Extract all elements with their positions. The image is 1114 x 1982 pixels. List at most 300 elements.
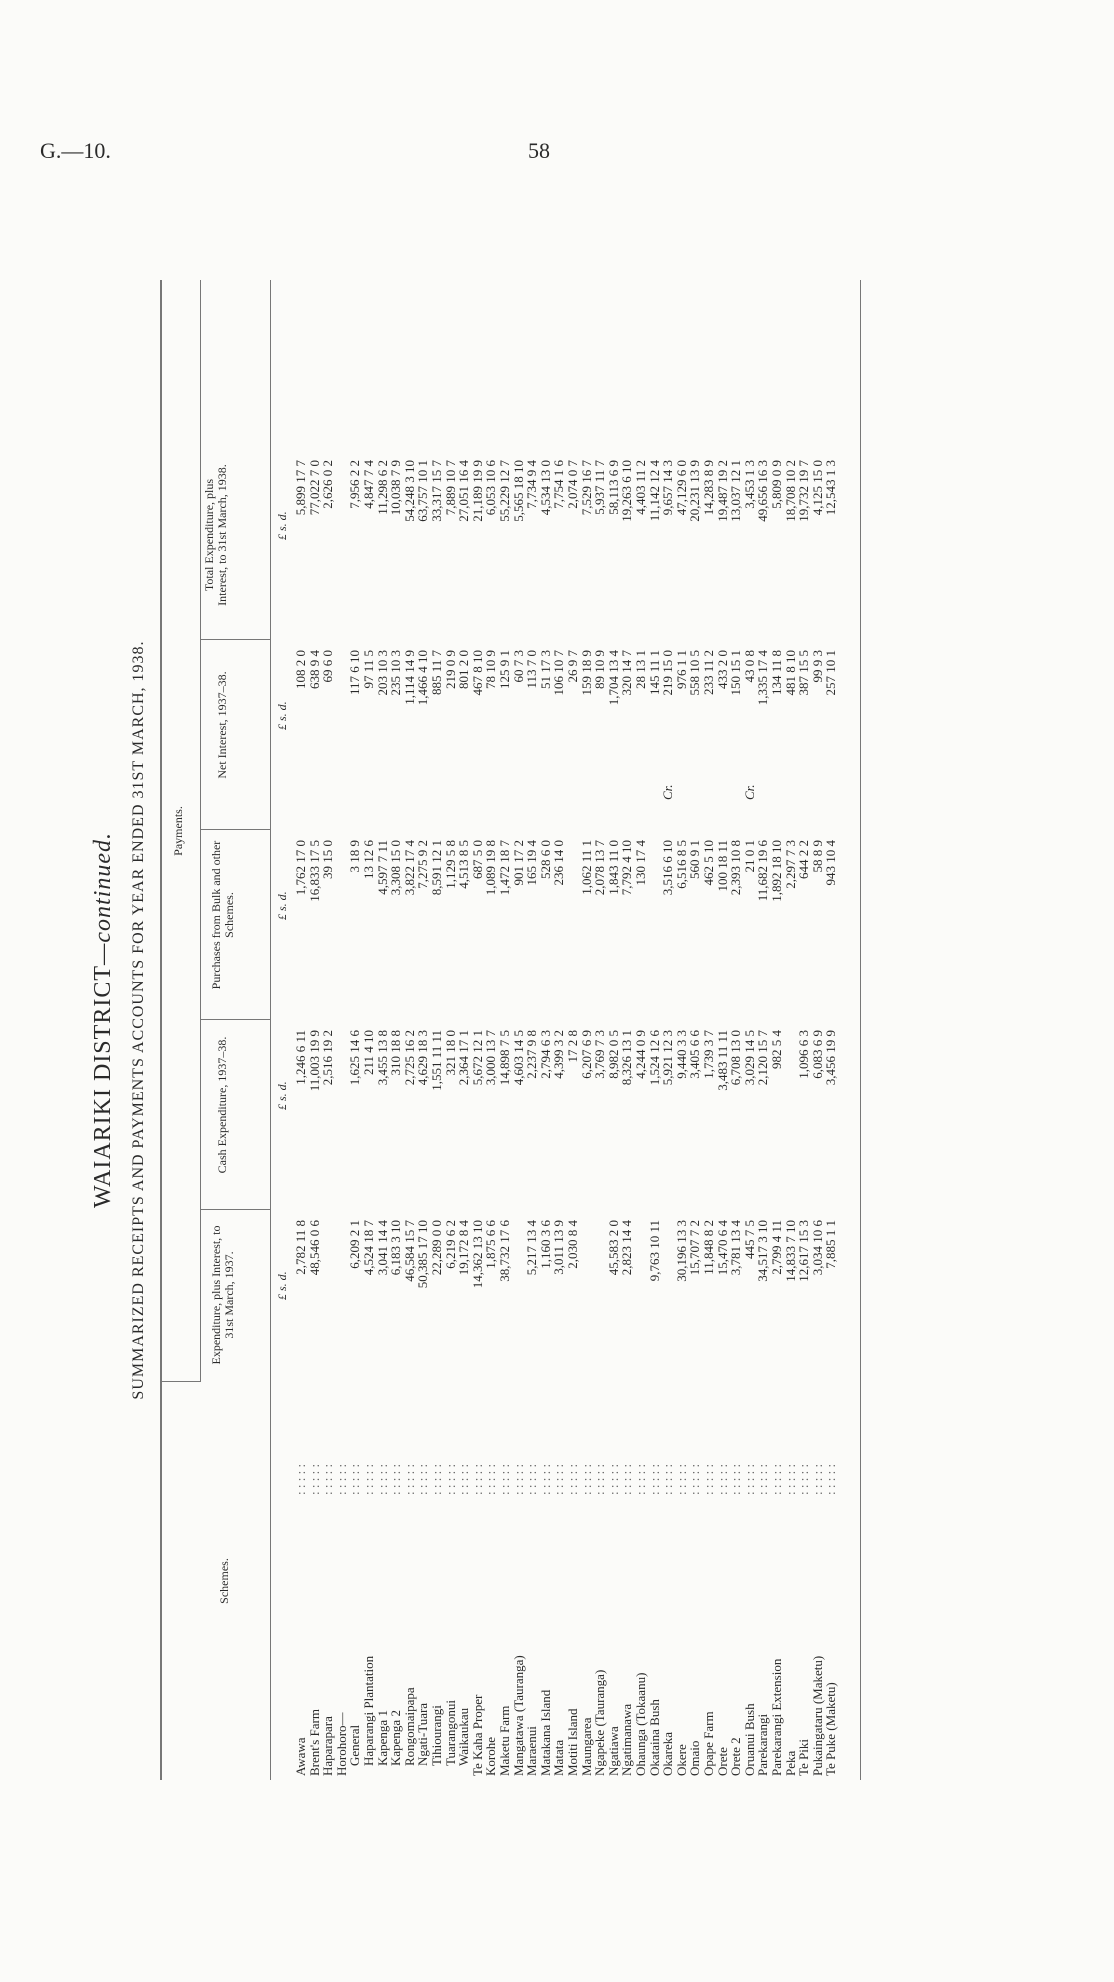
amount-cell: 17 2 8 <box>565 1030 580 1063</box>
amount-cell: 38,732 17 6 <box>497 1220 512 1282</box>
table-row <box>471 280 485 1780</box>
scheme-name: Okataina Bush <box>646 1699 662 1776</box>
scheme-name: Te Piki <box>796 1738 812 1776</box>
amount-cell: 233 11 2 <box>701 650 716 696</box>
document-reference: G.—10. <box>40 138 111 163</box>
unit-label-4: £ s. d. <box>275 701 289 730</box>
scheme-name: Oruanui Bush <box>741 1703 757 1776</box>
amount-cell: 4,534 13 0 <box>537 460 553 516</box>
leader-dots: : : : : : <box>537 1463 553 1495</box>
scheme-name: Kapenga 2 <box>388 1710 404 1766</box>
amount-cell: 7,885 1 1 <box>823 1220 839 1269</box>
amount-cell: 28 13 1 <box>633 650 648 689</box>
amount-cell: 60 7 3 <box>510 650 526 683</box>
amount-cell: 4,403 11 2 <box>633 460 648 515</box>
amount-cell: 3,769 7 3 <box>592 1030 608 1079</box>
amount-cell: 885 11 7 <box>429 650 444 696</box>
amount-cell: 6,219 6 2 <box>442 1220 458 1269</box>
amount-cell: 43 0 8 <box>741 650 757 683</box>
amount-cell: 27,051 16 4 <box>456 460 472 522</box>
leader-dots: : : : : : <box>469 1463 485 1495</box>
leader-dots: : : : : : <box>687 1463 703 1495</box>
table-row <box>675 280 689 1780</box>
leader-dots: : : : : : <box>809 1463 825 1495</box>
scheme-name: Tuarangonui <box>442 1700 458 1766</box>
amount-cell: 14,898 7 5 <box>497 1030 512 1086</box>
amount-cell: 33,317 15 7 <box>429 460 444 522</box>
amount-cell: 30,196 13 3 <box>673 1220 689 1282</box>
amount-cell: 7,956 2 2 <box>347 460 363 509</box>
amount-cell: 46,584 15 7 <box>401 1220 417 1282</box>
table-top-rule <box>160 280 162 1780</box>
leader-dots: : : : : : <box>633 1463 648 1495</box>
amount-cell: 15,707 7 2 <box>687 1220 703 1276</box>
amount-cell: 100 18 11 <box>714 840 730 892</box>
amount-cell: 3,041 14 4 <box>374 1220 390 1276</box>
amount-cell: 6,053 10 6 <box>483 460 499 516</box>
amount-cell: 89 10 9 <box>592 650 608 689</box>
amount-cell: 58 8 9 <box>809 840 825 873</box>
scheme-name: Rongomaipapa <box>401 1687 417 1766</box>
amount-cell: 2,074 0 7 <box>565 460 580 509</box>
scheme-name: Awawa <box>293 1737 308 1776</box>
title-text: WAIARIKI DISTRICT <box>90 965 116 1208</box>
col-divider-1 <box>200 1209 270 1210</box>
amount-cell: 6,708 13 0 <box>728 1030 744 1086</box>
amount-cell: 1,704 13 4 <box>605 650 621 706</box>
amount-cell: 5,899 17 7 <box>293 460 308 516</box>
amount-cell: 77,022 7 0 <box>306 460 322 516</box>
leader-dots: : : : : : <box>782 1463 798 1495</box>
scheme-name: Ngati-Tuara <box>415 1702 431 1766</box>
table-row <box>498 280 512 1780</box>
amount-cell: 481 8 10 <box>782 650 798 696</box>
amount-cell: 150 15 1 <box>728 650 744 696</box>
amount-cell: 51 17 3 <box>537 650 553 689</box>
table-row <box>348 280 362 1780</box>
table-row <box>444 280 458 1780</box>
amount-cell: 11,142 12 4 <box>646 460 662 522</box>
amount-cell: 8,326 13 1 <box>619 1030 635 1086</box>
amount-cell: 15,470 6 4 <box>714 1220 730 1276</box>
amount-cell: 3 18 9 <box>347 840 363 873</box>
scheme-name: Matata <box>551 1739 567 1776</box>
scheme-name: Kapenga 1 <box>374 1710 390 1766</box>
payments-rule <box>200 280 201 1382</box>
leader-dots: : : : : : <box>673 1463 689 1495</box>
amount-cell: 976 1 1 <box>673 650 689 689</box>
scheme-name: General <box>347 1724 363 1766</box>
amount-cell: 19,263 6 10 <box>619 460 635 522</box>
amount-cell: 1,096 6 3 <box>796 1030 812 1079</box>
amount-cell: 1,335 17 4 <box>755 650 771 706</box>
amount-cell: 11,848 8 2 <box>701 1220 716 1275</box>
amount-cell: 467 8 10 <box>469 650 485 696</box>
amount-cell: 560 9 1 <box>687 840 703 879</box>
scheme-name: Motiti Island <box>565 1708 580 1776</box>
amount-cell: 117 6 10 <box>347 650 363 696</box>
amount-cell: 97 11 5 <box>361 650 376 689</box>
amount-cell: 3,516 6 10 <box>660 840 676 896</box>
amount-cell: 7,529 16 7 <box>578 460 594 516</box>
scheme-name: Okareka <box>660 1731 676 1776</box>
scheme-name: Horohoro— <box>333 1712 349 1776</box>
leader-dots: : : : : : <box>442 1463 458 1495</box>
amount-cell: 1,466 4 10 <box>415 650 431 706</box>
table-row <box>389 280 403 1780</box>
page-title <box>90 260 117 1780</box>
table-row <box>743 280 757 1780</box>
amount-cell: 63,757 10 1 <box>415 460 431 522</box>
leader-dots: : : : : : <box>361 1463 376 1495</box>
title-continued: —continued. <box>90 832 116 965</box>
amount-cell: 14,362 13 10 <box>469 1220 485 1289</box>
scheme-name: Opape Farm <box>701 1711 716 1776</box>
leader-dots: : : : : : <box>510 1463 526 1495</box>
leader-dots: : : : : : <box>755 1463 771 1495</box>
amount-cell: 55,229 12 7 <box>497 460 512 522</box>
amount-cell: 2,782 11 8 <box>293 1220 308 1275</box>
amount-cell: 236 14 0 <box>551 840 567 886</box>
table-row <box>702 280 716 1780</box>
amount-cell: 21,189 19 9 <box>469 460 485 522</box>
amount-cell: 14,283 8 9 <box>701 460 716 516</box>
amount-cell: 108 2 0 <box>293 650 308 689</box>
leader-dots: : : : : : <box>388 1463 404 1495</box>
leader-dots: : : : : : <box>714 1463 730 1495</box>
amount-cell: 19,172 8 4 <box>456 1220 472 1276</box>
col-header-expenditure-1937: Expenditure, plus Interest, to 31st March, 1937. <box>209 1225 236 1365</box>
leader-dots: : : : : : <box>741 1463 757 1495</box>
amount-cell: 6,083 6 9 <box>809 1030 825 1079</box>
table-row <box>294 280 308 1780</box>
leader-dots: : : : : : <box>605 1463 621 1495</box>
amount-cell: 1,160 3 6 <box>537 1220 553 1269</box>
table-row <box>770 280 784 1780</box>
amount-cell: 69 6 0 <box>320 650 336 683</box>
amount-cell: 50,385 17 10 <box>415 1220 431 1289</box>
amount-cell: 78 10 9 <box>483 650 499 689</box>
header-bottom-rule <box>270 280 271 1780</box>
amount-cell: 2,626 0 2 <box>320 460 336 509</box>
leader-dots: : : : : : <box>796 1463 812 1495</box>
scheme-name: Parekarangi <box>755 1713 771 1776</box>
amount-cell: 6,516 8 5 <box>673 840 689 889</box>
amount-cell: 4,244 0 9 <box>633 1030 648 1079</box>
leader-dots: : : : : : <box>293 1463 308 1495</box>
table-row <box>620 280 634 1780</box>
amount-cell: 58,113 6 9 <box>605 460 621 515</box>
amount-cell: 257 10 1 <box>823 650 839 696</box>
leader-dots: : : : : : <box>306 1463 322 1495</box>
amount-cell: 4,629 18 3 <box>415 1030 431 1086</box>
table-row <box>634 280 648 1780</box>
amount-cell: 9,440 3 3 <box>673 1030 689 1079</box>
amount-cell: 159 18 9 <box>578 650 594 696</box>
leader-dots: : : : : : <box>483 1463 499 1495</box>
scheme-name: Maketu Farm <box>497 1705 512 1776</box>
amount-cell: 2,030 8 4 <box>565 1220 580 1269</box>
amount-cell: 1,089 19 8 <box>483 840 499 896</box>
amount-cell: 9,763 10 11 <box>646 1220 662 1282</box>
amount-cell: 462 5 10 <box>701 840 716 886</box>
leader-dots: : : : : : <box>646 1463 662 1495</box>
amount-cell: 219 15 0 <box>660 650 676 696</box>
col-header-net-interest: Net Interest, 1937–38. <box>215 671 229 779</box>
amount-cell: 7,734 9 4 <box>524 460 540 509</box>
unit-label-1: £ s. d. <box>275 1271 289 1300</box>
amount-cell: 2,799 4 11 <box>769 1220 784 1275</box>
leader-dots: : : : : : <box>347 1463 363 1495</box>
amount-cell: 3,029 14 5 <box>741 1030 757 1086</box>
scheme-name: Brent's Farm <box>306 1709 322 1776</box>
amount-cell: 1,843 11 0 <box>605 840 621 895</box>
leader-dots: : : : : : <box>578 1463 594 1495</box>
amount-cell: 19,487 19 2 <box>714 460 730 522</box>
col-divider-3 <box>200 829 270 830</box>
amount-cell: 12,543 1 3 <box>823 460 839 516</box>
leader-dots: : : : : : <box>619 1463 635 1495</box>
amount-cell: 3,000 13 7 <box>483 1030 499 1086</box>
table-row <box>661 280 675 1780</box>
table-row <box>716 280 730 1780</box>
scheme-name: Peka <box>782 1750 798 1776</box>
amount-cell: 113 7 0 <box>524 650 540 689</box>
leader-dots: : : : : : <box>415 1463 431 1495</box>
scheme-name: Parekarangi Extension <box>769 1658 784 1776</box>
amount-cell: 1,114 14 9 <box>401 650 417 705</box>
table-bottom-rule <box>860 280 861 1780</box>
amount-cell: 125 9 1 <box>497 650 512 689</box>
amount-cell: 321 18 0 <box>442 1030 458 1076</box>
leader-dots: : : : : : <box>823 1463 839 1495</box>
table-row <box>688 280 702 1780</box>
amount-cell: 1,062 11 1 <box>578 840 594 895</box>
amount-cell: 687 5 0 <box>469 840 485 879</box>
amount-cell: 18,708 10 2 <box>782 460 798 522</box>
amount-cell: 2,297 7 3 <box>782 840 798 889</box>
leader-dots: : : : : : <box>429 1463 444 1495</box>
amount-cell: 644 2 2 <box>796 840 812 879</box>
leader-dots: : : : : : <box>524 1463 540 1495</box>
col-divider-2 <box>200 1019 270 1020</box>
amount-cell: 26 9 7 <box>565 650 580 683</box>
amount-cell: 433 2 0 <box>714 650 730 689</box>
amount-cell: 165 19 4 <box>524 840 540 886</box>
col-header-cash-expenditure: Cash Expenditure, 1937–38. <box>215 1036 229 1174</box>
amount-cell: 310 18 8 <box>388 1030 404 1076</box>
leader-dots: : : : : : <box>497 1463 512 1495</box>
table-row <box>756 280 770 1780</box>
amount-cell: 7,889 10 7 <box>442 460 458 516</box>
amount-cell: 2,823 14 4 <box>619 1220 635 1276</box>
amount-cell: 134 11 8 <box>769 650 784 696</box>
amount-cell: 3,011 13 9 <box>551 1220 567 1275</box>
amount-cell: 145 11 1 <box>646 650 662 696</box>
scheme-name: Te Kaha Proper <box>469 1694 485 1776</box>
amount-cell: 130 17 4 <box>633 840 648 886</box>
amount-cell: 22,289 0 0 <box>429 1220 444 1276</box>
amount-cell: 4,847 7 4 <box>361 460 376 509</box>
amount-cell: 5,937 11 7 <box>592 460 608 515</box>
table-row <box>607 280 621 1780</box>
amount-cell: 47,129 6 0 <box>673 460 689 516</box>
table-row <box>416 280 430 1780</box>
table-row <box>797 280 811 1780</box>
scheme-name: Maungarea <box>578 1717 594 1776</box>
scheme-name: Okere <box>673 1744 689 1776</box>
scheme-name: Ngapeke (Tauranga) <box>592 1669 608 1776</box>
rotated-table-block <box>20 260 1020 1780</box>
amount-cell: 2,364 17 1 <box>456 1030 472 1086</box>
leader-dots: : : : : : <box>565 1463 580 1495</box>
table-row <box>580 280 594 1780</box>
amount-cell: 5,565 18 10 <box>510 460 526 522</box>
amount-cell: 3,034 10 6 <box>809 1220 825 1276</box>
table-row <box>824 280 838 1780</box>
amount-cell: 106 10 7 <box>551 650 567 696</box>
amount-cell: 1,551 11 11 <box>429 1030 444 1091</box>
leader-dots: : : : : : <box>374 1463 390 1495</box>
unit-label-3: £ s. d. <box>275 891 289 920</box>
amount-cell: 2,393 10 8 <box>728 840 744 896</box>
amount-cell: 4,125 15 0 <box>809 460 825 516</box>
scheme-name: Te Puke (Maketu) <box>823 1682 839 1776</box>
leader-dots: : : : : : <box>333 1463 349 1495</box>
amount-cell: 8,982 0 5 <box>605 1030 621 1079</box>
table-row <box>335 280 349 1780</box>
amount-cell: 1,472 18 7 <box>497 840 512 896</box>
leader-dots: : : : : : <box>728 1463 744 1495</box>
table-row <box>512 280 526 1780</box>
amount-cell: 9,657 14 3 <box>660 460 676 516</box>
table-row <box>784 280 798 1780</box>
amount-cell: 5,809 0 9 <box>769 460 784 509</box>
amount-cell: 558 10 5 <box>687 650 703 696</box>
amount-cell: 1,875 6 6 <box>483 1220 499 1269</box>
page-number: 58 <box>528 138 550 163</box>
amount-cell: 982 5 4 <box>769 1030 784 1069</box>
amount-cell: 11,298 6 2 <box>374 460 390 515</box>
table-row <box>539 280 553 1780</box>
amount-cell: 3,453 1 3 <box>741 460 757 509</box>
amount-cell: 4,597 7 11 <box>374 840 390 895</box>
amount-cell: 2,120 15 7 <box>755 1030 771 1086</box>
col-header-purchases: Purchases from Bulk and other Schemes. <box>209 840 236 990</box>
amount-cell: 7,275 9 2 <box>415 840 431 889</box>
amount-cell: 39 15 0 <box>320 840 336 879</box>
table-row <box>525 280 539 1780</box>
scheme-name: Ohaunga (Tokaanu) <box>633 1672 648 1776</box>
amount-cell: 2,237 9 8 <box>524 1030 540 1079</box>
amount-cell: 3,483 11 11 <box>714 1030 730 1091</box>
amount-cell: 4,603 14 5 <box>510 1030 526 1086</box>
table-row <box>362 280 376 1780</box>
credit-marker: Cr. <box>660 784 676 800</box>
scheme-name: Orete 2 <box>728 1737 744 1776</box>
amount-cell: 387 15 5 <box>796 650 812 696</box>
amount-cell: 6,209 2 1 <box>347 1220 363 1269</box>
table-row <box>457 280 471 1780</box>
scheme-name: Pukaingataru (Maketu) <box>809 1655 825 1776</box>
amount-cell: 14,833 7 10 <box>782 1220 798 1282</box>
table-row <box>376 280 390 1780</box>
amount-cell: 5,217 13 4 <box>524 1220 540 1276</box>
scheme-name: Ngatiawa <box>605 1726 621 1776</box>
amount-cell: 901 17 2 <box>510 840 526 886</box>
amount-cell: 2,794 6 3 <box>537 1030 553 1079</box>
amount-cell: 1,246 6 11 <box>293 1030 308 1085</box>
amount-cell: 219 0 9 <box>442 650 458 689</box>
scheme-name: Haparangi Plantation <box>361 1655 376 1766</box>
amount-cell: 203 10 3 <box>374 650 390 696</box>
unit-label-5: £ s. d. <box>275 511 289 540</box>
amount-cell: 638 9 4 <box>306 650 322 689</box>
amount-cell: 49,656 16 3 <box>755 460 771 522</box>
table-row <box>593 280 607 1780</box>
amount-cell: 7,792 4 10 <box>619 840 635 896</box>
amount-cell: 13,037 12 1 <box>728 460 744 522</box>
amount-cell: 3,822 17 4 <box>401 840 417 896</box>
amount-cell: 8,591 12 1 <box>429 840 444 896</box>
table-row <box>403 280 417 1780</box>
amount-cell: 20,231 13 9 <box>687 460 703 522</box>
amount-cell: 45,583 2 0 <box>605 1220 621 1276</box>
amount-cell: 943 10 4 <box>823 840 839 886</box>
amount-cell: 1,129 5 8 <box>442 840 458 889</box>
payments-header: Payments. <box>171 806 185 856</box>
scheme-name: Maraenui <box>524 1726 540 1776</box>
leader-dots: : : : : : <box>456 1463 472 1495</box>
amount-cell: 801 2 0 <box>456 650 472 689</box>
table-row <box>321 280 335 1780</box>
leader-dots: : : : : : <box>401 1463 417 1495</box>
page-subtitle: SUMMARIZED RECEIPTS AND PAYMENTS ACCOUNTS FOR YEAR ENDED 31ST MARCH, 1938. <box>130 640 147 1400</box>
leader-dots: : : : : : <box>701 1463 716 1495</box>
amount-cell: 11,682 19 6 <box>755 840 771 902</box>
amount-cell: 4,399 3 2 <box>551 1030 567 1079</box>
scheme-name: Orete <box>714 1747 730 1776</box>
col-header-total-expenditure: Total Expenditure, plus Interest, to 31st March, 1938. <box>202 464 229 606</box>
amount-cell: 16,833 17 5 <box>306 840 322 902</box>
leader-dots: : : : : : <box>551 1463 567 1495</box>
amount-cell: 1,739 3 7 <box>701 1030 716 1079</box>
credit-marker: Cr. <box>741 784 757 800</box>
table-row <box>729 280 743 1780</box>
scheme-name: Tihiourangi <box>429 1705 444 1766</box>
amount-cell: 1,524 12 6 <box>646 1030 662 1086</box>
col-divider-4 <box>200 639 270 640</box>
scheme-name: Waikaukau <box>456 1707 472 1766</box>
amount-cell: 21 0 1 <box>741 840 757 873</box>
table-row <box>811 280 825 1780</box>
leader-dots: : : : : : <box>592 1463 608 1495</box>
amount-cell: 4,524 18 7 <box>361 1220 376 1276</box>
amount-cell: 48,546 0 6 <box>306 1220 322 1276</box>
amount-cell: 528 6 0 <box>537 840 553 879</box>
amount-cell: 3,455 13 8 <box>374 1030 390 1086</box>
scheme-name: Haparapara <box>320 1716 336 1776</box>
table-row <box>484 280 498 1780</box>
amount-cell: 12,617 15 3 <box>796 1220 812 1282</box>
unit-label-2: £ s. d. <box>275 1081 289 1110</box>
scheme-name: Omaio <box>687 1740 703 1776</box>
amount-cell: 6,183 3 10 <box>388 1220 404 1276</box>
amount-cell: 2,078 13 7 <box>592 840 608 896</box>
amount-cell: 10,038 7 9 <box>388 460 404 516</box>
amount-cell: 235 10 3 <box>388 650 404 696</box>
amount-cell: 99 9 3 <box>809 650 825 683</box>
